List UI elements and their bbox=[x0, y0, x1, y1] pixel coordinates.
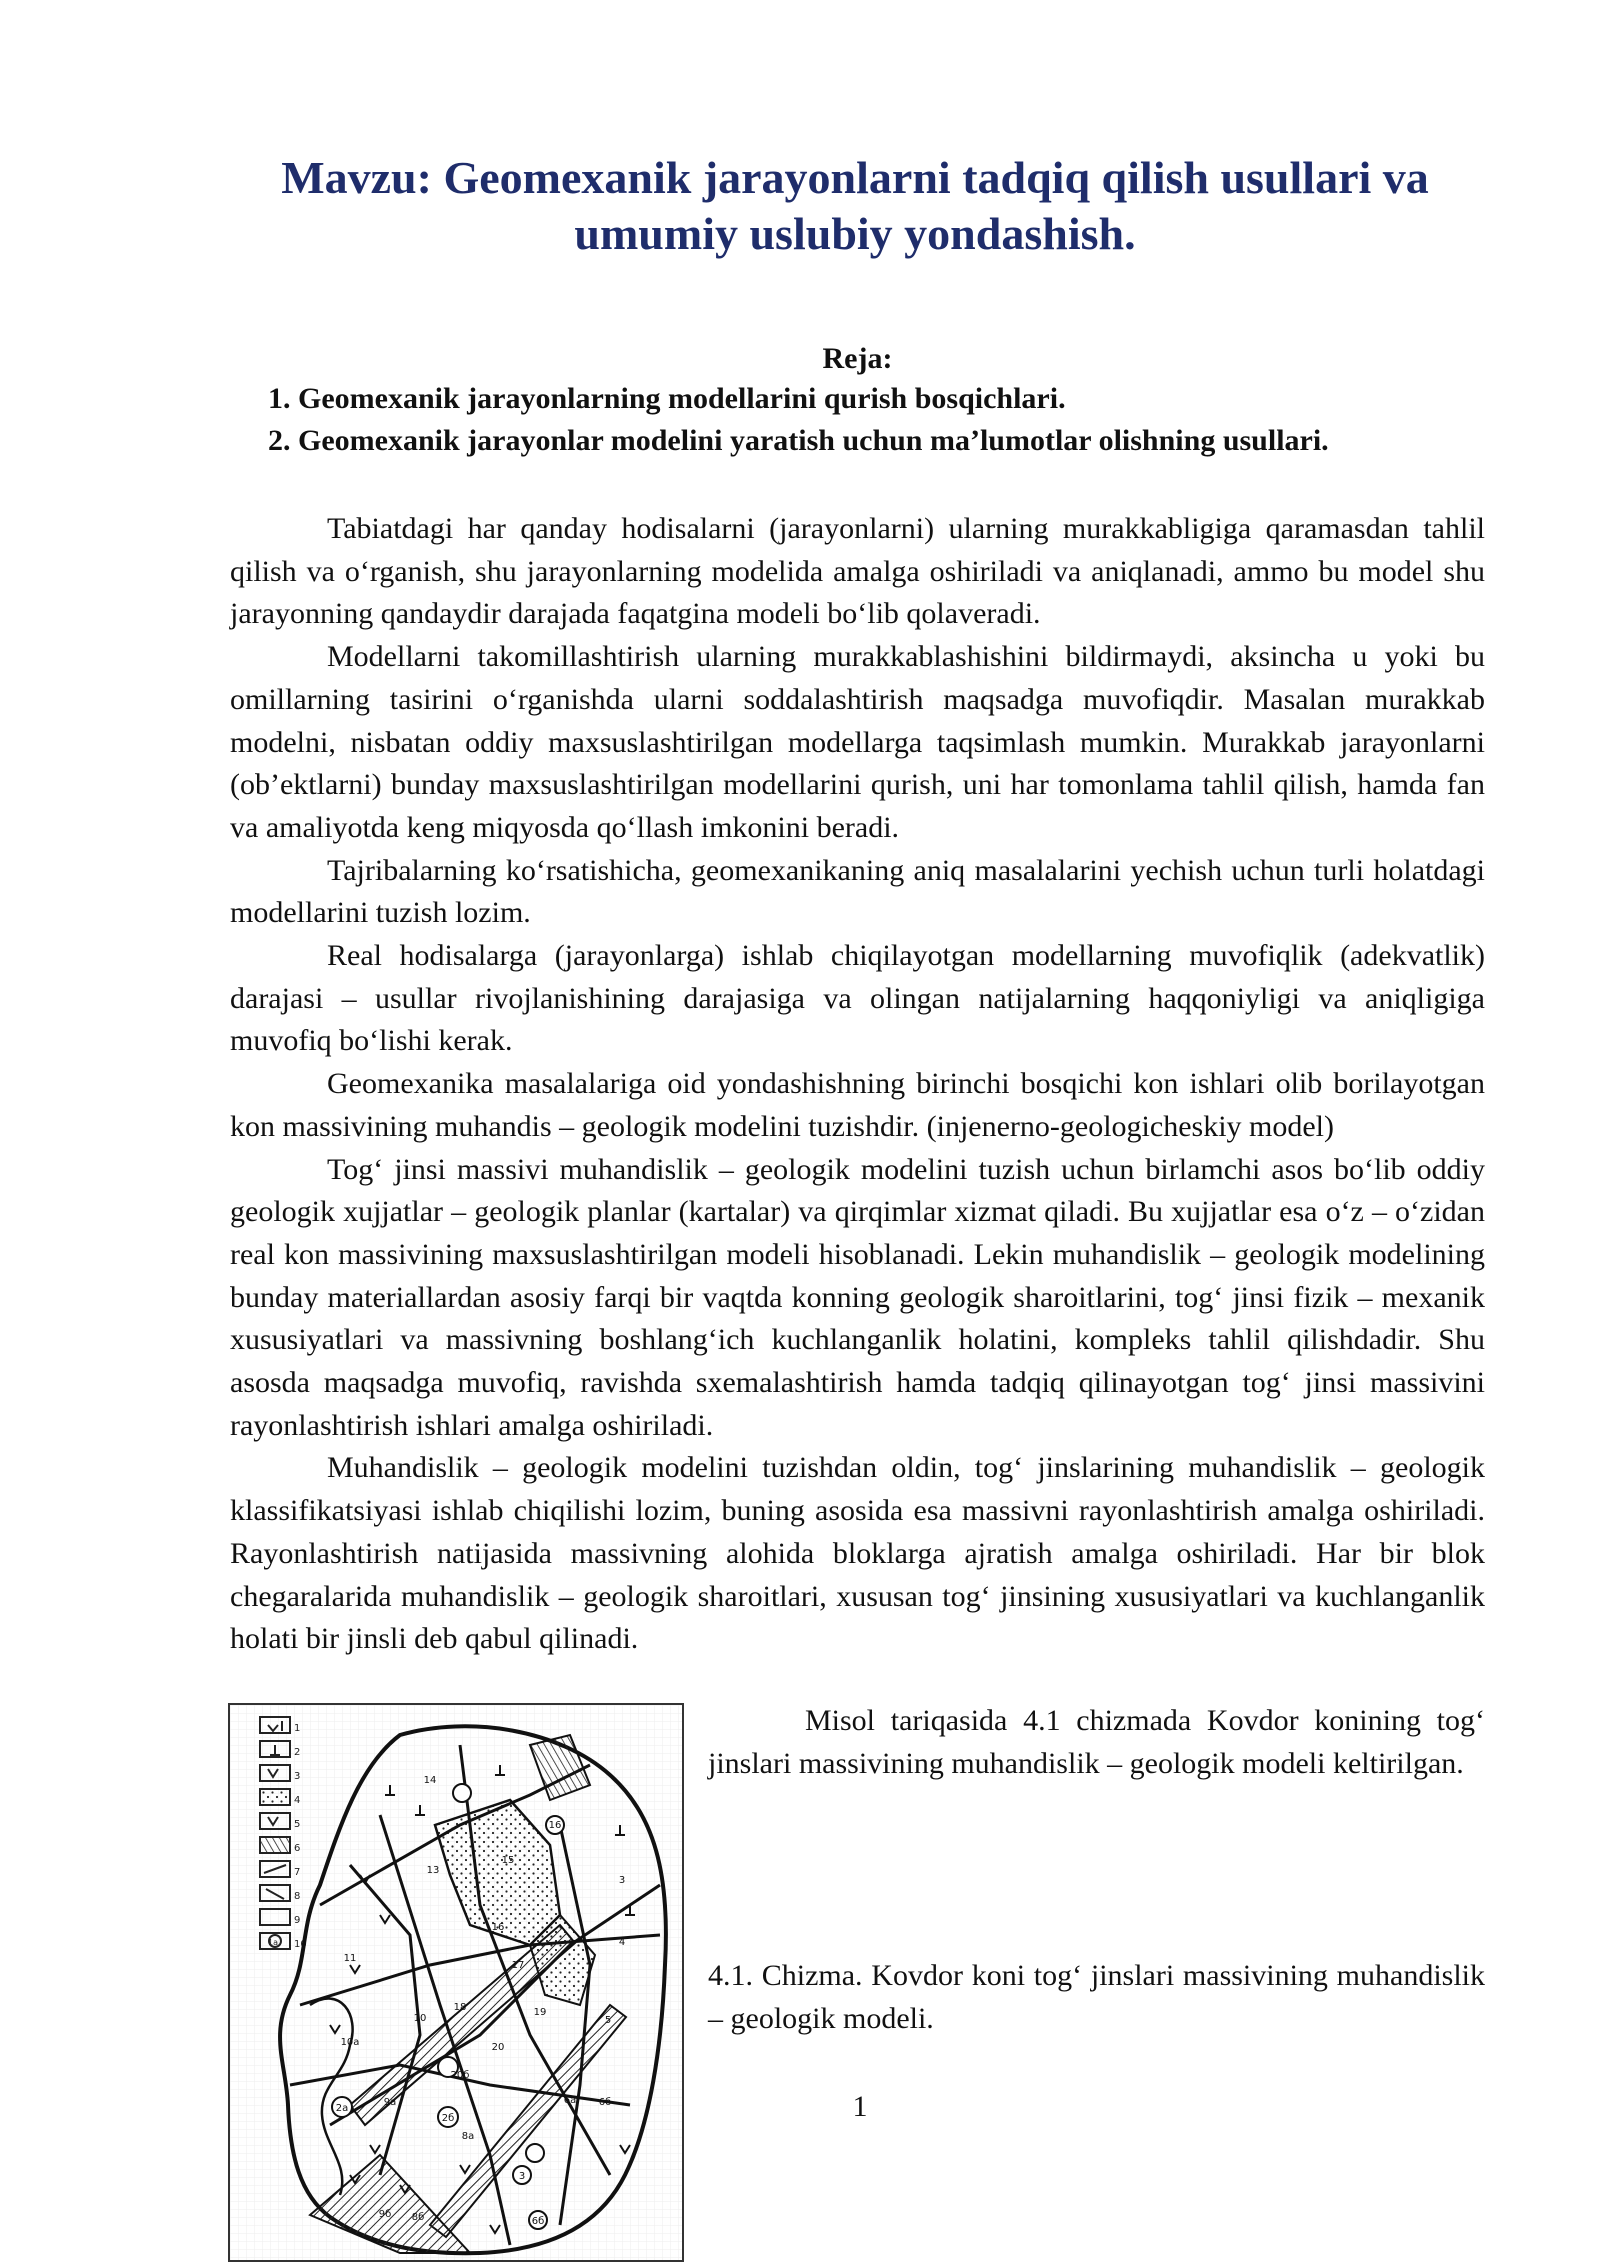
block-label: 2б bbox=[441, 2113, 455, 2124]
block-label: 4 bbox=[618, 1937, 626, 1948]
block-label: 9а bbox=[383, 2097, 397, 2108]
plan-list bbox=[268, 378, 1508, 462]
legend-number: 3 bbox=[294, 1771, 301, 1782]
legend-number: 7 bbox=[294, 1867, 301, 1878]
paragraph: Tog‘ jinsi massivi muhandislik – geologik modelini tuzish uchun birlamchi asos bo‘lib oddiy geologik xujjatlar – geologik planlar (kartalar) va qirqimlar xizmat qiladi. Bu xujjatlar esa o‘z – o‘zidan real kon massivining maxsuslashtirilgan modeli hisoblanadi. Lekin muhandislik – geologik modelining bunday materiallardan asosiy farqi bir vaqtda konning geologik sharoitlarini, tog‘ jinsi fizik – mexanik xususiyatlari va massivning boshlang‘ich kuchlanganlik holatini, kompleks tahlil qilishdadir. Shu asosda maqsadga muvofiq, ravishda sxemalashtirish hamda tadqiq qilinayotgan tog‘ jinsi massivini rayonlashtirish ishlari amalga oshiriladi. bbox=[230, 1152, 1485, 1442]
plan-item: 1. Geomexanik jarayonlarning modellarini qurish bosqichlari. bbox=[268, 382, 1066, 415]
block-label: 16 bbox=[548, 1820, 562, 1831]
plan-heading: Reja: bbox=[822, 342, 893, 375]
block-label: 16 bbox=[491, 1922, 505, 1933]
geologic-map-drawing bbox=[230, 1705, 682, 2260]
page-title: Mavzu: Geomexanik jarayonlarni tadqiq qilish usullari va umumiy uslubiy yondashish. bbox=[281, 152, 1429, 259]
block-label: 8б bbox=[411, 2212, 425, 2223]
legend-number: 4 bbox=[294, 1795, 301, 1806]
legend-number: 9 bbox=[294, 1915, 301, 1926]
geologic-model-figure bbox=[228, 1703, 684, 2262]
legend-number: 8 bbox=[294, 1891, 301, 1902]
legend-number: 5 bbox=[294, 1819, 301, 1830]
block-label: 5 bbox=[604, 2015, 612, 2026]
block-label: 10 bbox=[413, 2013, 427, 2024]
paragraph: Tajribalarning ko‘rsatishicha, geomexanikaning aniq masalalarini yechish uchun turli holatdagi modellarini tuzish lozim. bbox=[230, 853, 1485, 930]
block-label: 9б bbox=[378, 2209, 392, 2220]
block-label: 3 bbox=[618, 1875, 626, 1886]
block-label: 10а bbox=[340, 2037, 360, 2048]
block-label: 11 bbox=[343, 1953, 357, 1964]
page-number: 1 bbox=[852, 2090, 868, 2123]
block-label: 15 bbox=[501, 1855, 515, 1866]
paragraph: Geomexanika masalalariga oid yondashishning birinchi bosqichi kon ishlari olib borilayotgan kon massivining muhandis – geologik modelini tuzishdir. (injenerno-geologicheskiy model) bbox=[230, 1067, 1485, 1143]
block-label: 20 bbox=[491, 2042, 505, 2053]
plan-item: 2. Geomexanik jarayonlar modelini yaratish uchun ma’lumotlar olishning usullari. bbox=[268, 424, 1329, 457]
paragraph: Muhandislik – geologik modelini tuzishdan oldin, tog‘ jinslarining muhandislik – geologik klassifikatsiyasi ishlab chiqilishi lozim, buning asosida esa massivni rayonlashtirish amalga oshiriladi. Rayonlashtirish natijasida massivning alohida bloklarga ajratish amalga oshiriladi. Har bir blok chegaralarida muhandislik – geologik sharoitlari, xususan tog‘ jinsining xususiyatlari va kuchlanganlik holati bir jinsli deb qabul qilinadi. bbox=[230, 1451, 1485, 1656]
block-label: 6б bbox=[531, 2216, 545, 2227]
legend-label: 1a bbox=[268, 1938, 278, 1947]
block-label: 13 bbox=[426, 1865, 440, 1876]
block-label: 18 bbox=[453, 2002, 467, 2013]
legend-number: 6 bbox=[294, 1843, 301, 1854]
figure-caption: 4.1. Chizma. Kovdor koni tog‘ jinslari massivining muhandislik – geologik modeli. bbox=[708, 1959, 1485, 2035]
legend-number: 10 bbox=[294, 1939, 307, 1950]
body-text bbox=[230, 508, 1485, 1661]
block-label: 6б bbox=[598, 2097, 612, 2108]
legend-number: 2 bbox=[294, 1747, 301, 1758]
paragraph: Real hodisalarga (jarayonlarga) ishlab chiqilayotgan modellarning muvofiqlik (adekvatlik) darajasi – usullar rivojlanishining darajasiga va olingan natijalarning haqqoniyligi va aniqligiga muvofiq bo‘lishi kerak. bbox=[230, 939, 1485, 1058]
block-label: 8а bbox=[461, 2131, 475, 2142]
figure-intro-text: Misol tariqasida 4.1 chizmada Kovdor konining tog‘ jinslari massivining muhandislik – geologik modeli keltirilgan. bbox=[708, 1704, 1485, 1780]
block-label: 20б bbox=[450, 2070, 470, 2081]
block-label: 14 bbox=[423, 1775, 437, 1786]
paragraph: Modellarni takomillashtirish ularning murakkablashishini bildirmaydi, aksincha u yoki bu omillarning tasirini o‘rganishda ularni soddalashtirish maqsadga muvofiqdir. Masalan murakkab modelni, nisbatan oddiy maxsuslashtirilgan modellarga taqsimlash mumkin. Murakkab jarayonlarni (ob’ektlarni) bunday maxsuslashtirilgan modellarini qurish, uni har tomonlama tahlil qilish, hamda fan va amaliyotda keng miqyosda qo‘llash imkonini beradi. bbox=[230, 640, 1485, 844]
block-label: 19 bbox=[533, 2007, 547, 2018]
block-label: 6а bbox=[563, 2095, 577, 2106]
paragraph: Tabiatdagi har qanday hodisalarni (jarayonlarni) ularning murakkabligiga qaramasdan tahlil qilish va o‘rganish, shu jarayonlarning modelida amalga oshiriladi va aniqlanadi, ammo bu model shu jarayonning qandaydir darajada faqatgina modeli bo‘lib qolaveradi. bbox=[230, 512, 1485, 631]
block-label: 2а bbox=[335, 2103, 349, 2114]
block-label: 17 bbox=[511, 1960, 525, 1971]
legend-number: 1 bbox=[294, 1723, 301, 1734]
block-label: 3 bbox=[518, 2171, 526, 2182]
